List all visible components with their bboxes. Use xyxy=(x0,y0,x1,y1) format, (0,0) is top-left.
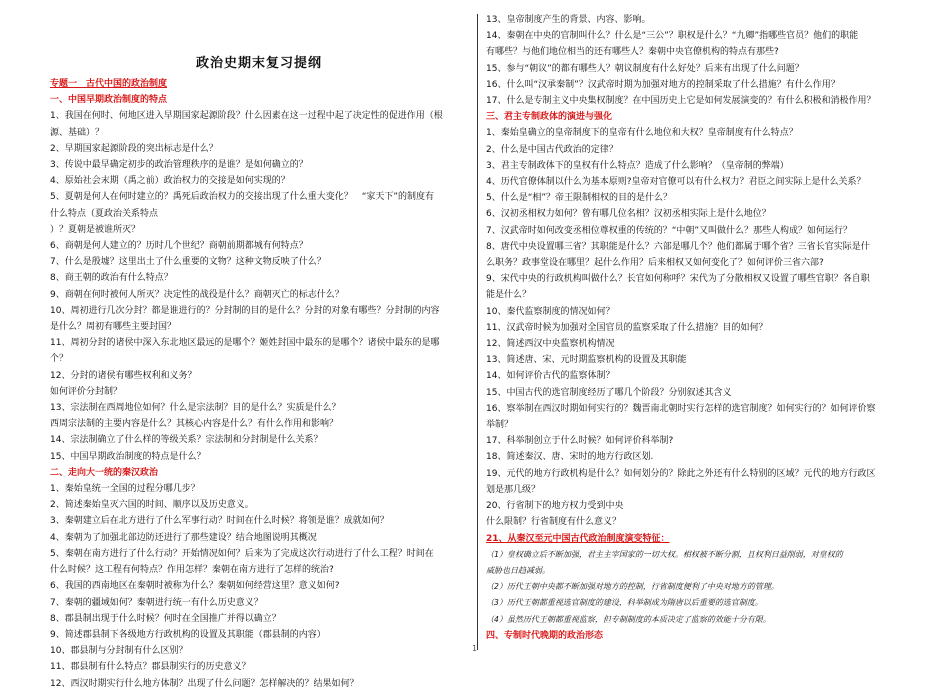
left-line: 4、原始社会末期（禹之前）政治权力的交接是如何实现的？ xyxy=(50,176,290,187)
left-line: 9、简述郡县制下各级地方行政机构的设置及其职能（郡县制的内容） xyxy=(50,629,326,640)
left-line: 二、走向大一统的秦汉政治 xyxy=(50,467,159,478)
right-line: 3、君主专制政体下的皇权有什么特点？造成了什么影响？（皇帝制的弊端） xyxy=(486,160,789,171)
left-line: 1、我国在何时、何地区进入早期国家起源阶段？什么因素在这一过程中起了决定性的促进作用（根 xyxy=(50,111,443,122)
right-line: （3）历代王朝都重视选官制度的建设，科举制成为隋唐以后重要的选官制度。 xyxy=(486,598,763,608)
right-line: 14、如何评价古代的监察体制？ xyxy=(486,371,615,382)
right-line: 举制？ xyxy=(486,420,514,431)
left-line: 3、秦朝建立后在北方进行了什么军事行动？时间在什么时候？将领是谁？成就如何？ xyxy=(50,516,389,527)
right-line: 2、什么是中国古代政治的定律？ xyxy=(486,144,618,155)
right-line: （4）虽然历代王朝都重视监察，但专制制度的本质决定了监察的效能十分有限。 xyxy=(486,614,771,624)
right-line: 13、皇帝制度产生的背景、内容、影响。 xyxy=(486,15,651,25)
right-column xyxy=(486,12,906,644)
right-line: 划是那几级？ xyxy=(486,484,541,495)
left-line: 9、商朝在何时被何人所灭？决定性的战役是什么？商朝灭亡的标志什么？ xyxy=(50,289,344,300)
right-line: 9、宋代中央的行政机构叫做什么？长官如何称呼？宋代为了分散相权又设置了哪些官职？各自职 xyxy=(486,274,870,285)
left-column xyxy=(50,14,468,692)
left-line: 一、中国早期政治制度的特点 xyxy=(50,95,168,106)
right-line: 1、秦始皇确立的皇帝制度下的皇帝有什么地位和大权？皇帝制度有什么特点？ xyxy=(486,128,798,139)
left-line: 3、传说中最早确定初步的政治管理秩序的是谁？是如何确立的？ xyxy=(50,160,308,171)
left-line: 10、周初进行几次分封？都是谁进行的？分封制的目的是什么？分封的对象有哪些？分封制的内容 xyxy=(50,305,440,316)
left-line: 西周宗法制的主要内容是什么？其核心内容是什么？有什么作用和影响？ xyxy=(50,419,339,430)
left-line: 10、郡县制与分封制有什么区别？ xyxy=(50,646,188,657)
page-number: 1 xyxy=(472,644,478,653)
left-lines xyxy=(50,76,468,692)
left-line: 8、商王朝的政治有什么特点？ xyxy=(50,273,173,284)
right-line: 能是什么？ xyxy=(486,290,532,301)
right-line: 11、汉武帝时候为加强对全国官员的监察采取了什么措施？目的如何？ xyxy=(486,322,768,333)
right-line: （1）皇权确立后不断加强，君主主宰国家的一切大权。相权被不断分割，且权利日益削弱，对皇权的 xyxy=(486,549,843,559)
right-line: 15、中国古代的选官制度经历了哪几个阶段？分别叙述其含义 xyxy=(486,387,732,398)
left-line: 11、周初分封的诸侯中深入东北地区最远的是哪个？姬姓封国中最东的是哪个？诸侯中最东的是哪 xyxy=(50,338,440,349)
left-line: 7、秦朝的疆域如何？秦朝进行统一有什么历史意义？ xyxy=(50,597,263,608)
left-line: 11、郡县制有什么特点？郡县制实行的历史意义？ xyxy=(50,662,251,673)
right-line: 6、汉初丞相权力如何？曾有哪几位名相？汉初丞相实际上是什么地位？ xyxy=(486,209,771,220)
right-line: 么职务？政事堂设在哪里？起什么作用？后来相权又如何变化了？如何评价三省六部? xyxy=(486,258,824,269)
left-line: 12、西汉时期实行什么地方体制？出现了什么问题？怎样解决的？结果如何？ xyxy=(50,678,359,689)
right-line: 12、简述西汉中央监察机构情况 xyxy=(486,339,615,350)
right-lines xyxy=(486,12,906,644)
left-line: 专题一 古代中国的政治制度 xyxy=(50,79,168,89)
left-line: 1、秦始皇统一全国的过程分哪几步？ xyxy=(50,484,200,495)
left-line: 如何评价分封制？ xyxy=(50,386,123,397)
page-title: 政治史期末复习提纲 xyxy=(195,56,322,71)
right-line: 13、简述唐、宋、元时期监察机构的设置及其职能 xyxy=(486,355,687,366)
right-line: 7、汉武帝时如何改变丞相位尊权重的传统的？“中朝”又叫做什么？那些人构成？如何运行？ xyxy=(486,225,853,236)
right-line: 15、参与“朝议”的都有哪些人？朝议制度有什么好处？后来有出现了什么问题？ xyxy=(486,63,804,74)
right-line: 17、科举制创立于什么时候？如何评价科举制? xyxy=(486,436,674,447)
left-line: 4、秦朝为了加强北部边防还进行了那些建设？结合地图说明其概况 xyxy=(50,532,317,543)
left-line: 什么时候？这工程有何特点？作用怎样？秦朝在南方进行了怎样的统治? xyxy=(50,565,334,576)
right-line: 14、秦朝在中央的官制叫什么？什么是“三公”？职权是什么？“九卿”指哪些官员？他们的职能 xyxy=(486,31,859,42)
left-line: 2、早期国家起源阶段的突出标志是什么？ xyxy=(50,143,218,154)
right-line: 4、历代官僚体制以什么为基本原则?皇帝对官僚可以有什么权力？君臣之间实际上是什么关系？ xyxy=(486,177,866,188)
right-line: 8、唐代中央设置哪三省？其职能是什么？六部是哪几个？他们都属于哪个省？三省长官实际是什 xyxy=(486,241,870,252)
right-line: 21、从秦汉至元中国古代政治制度演变特征： xyxy=(486,533,670,544)
divider-line xyxy=(477,14,478,650)
right-line: 什么限制？行省制度有什么意义？ xyxy=(486,517,622,528)
left-line: 什么特点（夏政治关系特点 xyxy=(50,208,159,219)
right-line: 16、什么叫“汉承秦制”？汉武帝时期为加强对地方的控制采取了什么措施？有什么作用？ xyxy=(486,79,840,90)
right-line: 三、君主专制政体的演进与强化 xyxy=(486,112,613,123)
right-line: （2）历代王朝中央都不断加强对地方的控制，行省制度便利了中央对地方的管理。 xyxy=(486,582,779,592)
right-line: 威胁也日趋减弱。 xyxy=(486,565,550,575)
left-line: 2、简述秦始皇灭六国的时间、顺序以及历史意义。 xyxy=(50,500,254,511)
right-line: 四、专制时代晚期的政治形态 xyxy=(486,630,604,641)
right-line: 5、什么是“相”？帝王限制相权的目的是什么？ xyxy=(486,193,673,204)
left-line: 7、什么是殷墟？这里出土了什么重要的文物？这种文物反映了什么？ xyxy=(50,257,326,268)
right-line: 18、简述秦汉、唐、宋时的地方行政区划. xyxy=(486,452,654,463)
left-line: ）？夏朝是被谁所灭？ xyxy=(50,224,141,235)
left-line: 源、基础）？ xyxy=(50,127,105,138)
right-line: 10、秦代监察制度的情况如何？ xyxy=(486,306,615,317)
left-line: 5、秦朝在南方进行了什么行动？开始情况如何？后来为了完成这次行动进行了什么工程？时间在 xyxy=(50,548,434,559)
left-line: 13、宗法制在西周地位如何？什么是宗法制？目的是什么？实质是什么？ xyxy=(50,403,341,414)
right-line: 有哪些？与他们地位相当的还有哪些人？秦朝中央官僚机构的特点有那些? xyxy=(486,47,779,58)
left-line: 14、宗法制确立了什么样的等级关系？宗法制和分封制是什么关系？ xyxy=(50,435,323,446)
right-line: 20、行省制下的地方权力受到中央 xyxy=(486,501,624,512)
right-line: 19、元代的地方行政机构是什么？如何划分的？除此之外还有什么特别的区域？元代的地方行政区 xyxy=(486,468,876,479)
left-line: 个？ xyxy=(50,354,69,365)
left-line: 8、郡县制出现于什么时候？何时在全国推广并得以确立？ xyxy=(50,613,281,624)
left-line: 是什么？周初有哪些主要封国？ xyxy=(50,322,177,333)
left-line: 5、夏朝是何人在何时建立的？禹死后政治权力的交接出现了什么重大变化？ “家天下”的制度有 xyxy=(50,192,435,203)
left-line: 6、商朝是何人建立的？历时几个世纪？商朝前期都城有何特点？ xyxy=(50,241,308,252)
left-line: 6、我国的西南地区在秦朝时被称为什么？秦朝如何经营这里？意义如何? xyxy=(50,581,340,592)
left-line: 15、中国早期政治制度的特点是什么？ xyxy=(50,451,206,462)
right-line: 17、什么是专制主义中央集权制度？在中国历史上它是如何发展演变的？有什么积极和消极作用？ xyxy=(486,96,876,107)
right-line: 16、察举制在西汉时期如何实行的？魏晋南北朝时实行怎样的选官制度？如何实行的？如何评价察 xyxy=(486,403,876,414)
left-line: 12、分封的诸侯有哪些权利和义务？ xyxy=(50,370,197,381)
